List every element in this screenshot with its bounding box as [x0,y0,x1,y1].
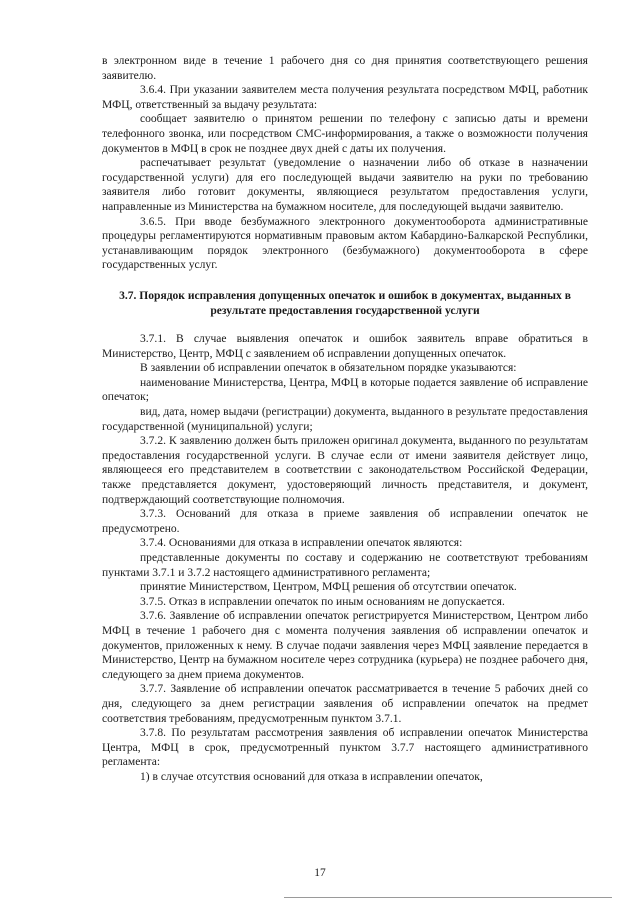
paragraph: 3.7.4. Основаниями для отказа в исправлении опечаток являются: [140,537,463,550]
paragraph: принятие Министерством, Центром, МФЦ решения об отсутствии опечаток. [140,581,517,594]
paragraph: вид, дата, номер выдачи (регистрации) документа, выданного в результате предоставления государственной (муниципальной) услуги; [102,406,588,433]
paragraph: 3.7.1. В случае выявления опечаток и ошибок заявитель вправе обратиться в Министерство, Центр, МФЦ с заявлением об исправлении допущенных опечаток. [102,333,588,360]
paragraph: сообщает заявителю о принятом решении по телефону с записью даты и времени телефонного звонка, или посредством СМС-информирования, а также о возможности получения документов в МФЦ в срок не позднее двух дней с даты их получения. [102,113,588,155]
paragraph: в электронном виде в течение 1 рабочего дня со дня принятия соответствующего решения заявителю. [102,55,588,82]
paragraph: 1) в случае отсутствия оснований для отказа в исправлении опечаток, [140,770,483,783]
page-number: 17 [314,867,326,879]
paragraph: распечатывает результат (уведомление о назначении либо об отказе в назначении государственной услуги) для его последующей выдачи заявителю на руки по требованию заявителя либо готовит документы, являющиеся результатом предоставления услуги, направленные из Министерства на бумажном носителе, для последующей выдачи заявителю. [102,157,588,213]
paragraph: наименование Министерства, Центра, МФЦ в которые подается заявление об исправление опечаток; [102,376,588,404]
paragraph: В заявлении об исправлении опечаток в обязательном порядке указываются: [140,362,517,375]
footer-divider [284,897,612,898]
paragraph: 3.7.7. Заявление об исправлении опечаток рассматривается в течение 5 рабочих дней со дня, следующего за днем регистрации заявления об исправлении опечаток на предмет соответствия требованиям, предусмотренным пунктом 3.7.1. [102,683,588,725]
paragraph: 3.7.2. К заявлению должен быть приложен оригинал документа, выданного по результатам предоставления государственной услуги. В случае если от имени заявителя действует лицо, являющееся его представителем в соответствии с законодательством Российской Федерации, также представляется документ, удостоверяющий личность представителя, и документ, подтверждающий соответствующие полномочия. [102,435,588,506]
paragraph: 3.7.5. Отказ в исправлении опечаток по иным основаниям не допускается. [140,595,505,608]
paragraph: представленные документы по составу и содержанию не соответствуют требованиям пунктами 3.7.1 и 3.7.2 настоящего административного регламента; [102,552,588,579]
paragraph: 3.7.3. Оснований для отказа в приеме заявления об исправлении опечаток не предусмотрено. [102,508,588,535]
paragraph: 3.7.8. По результатам рассмотрения заявления об исправлении опечаток Министерства Центра, МФЦ в срок, предусмотренный пунктом 3.7.7 настоящего административного регламента: [102,727,588,769]
paragraph: 3.7.6. Заявление об исправлении опечаток регистрируется Министерством, Центром либо МФЦ в течение 1 рабочего дня с момента получения заявления об исправлении опечаток и документов, приложенных к нему. В случае подачи заявления через МФЦ заявление передается в Министерство, Центр на бумажном носителе через сотрудника (курьера) не позднее рабочего дня, следующего за днем приема документов. [102,610,588,681]
paragraph: 3.6.5. При вводе безбумажного электронного документооборота административные процедуры регламентируются нормативным правовым актом Кабардино-Балкарской Республики, устанавливающим порядок электронного (безбумажного) документооборота в сфере государственных услуг. [102,215,588,272]
section-heading: 3.7. Порядок исправления допущенных опечаток и ошибок в документах, выданных в результате предоставления государственной услуги [119,289,571,317]
paragraph: 3.6.4. При указании заявителем места получения результата посредством МФЦ, работник МФЦ, ответственный за выдачу результата: [102,84,588,111]
